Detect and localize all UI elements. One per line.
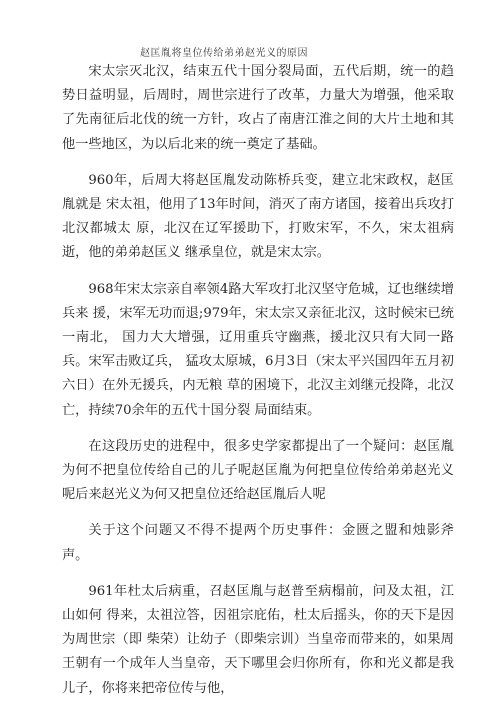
paragraph-4: 在这段历史的进程中，很多史学家都提出了一个疑问：赵匡胤为何不把皇位传给自己的儿子呢赵匡胤为何把皇位传给弟弟赵光义呢后来赵光义为何又把皇位还给赵匡胤后人呢	[62, 438, 454, 503]
paragraph-6: 961年杜太后病重，召赵匡胤与赵普至病榻前，问及太祖，江山如何 得来，太祖泣答，因祖宗庇佑，杜太后摇头，你的天下是因为周世宗（即 柴荣）让幼子（即柴宗训）当皇帝而带来的，如果周王朝有一个成年人当皇帝，天下哪里会归你所有，你和光义都是我儿子，你将来把帝位传与他，	[62, 583, 454, 696]
page-header: 赵匡胤将皇位传给弟弟赵光义的原因	[140, 48, 308, 59]
paragraph-3: 968年宋太宗亲自率领4路大军攻打北汉坚守危城，辽也继续增兵来 援，宋军无功而退;979年，宋太宗又亲征北汉，这时候宋已统一南北， 国力大大增强，辽用重兵守幽燕，援北汉只有大同一路兵。宋军击败辽兵， 猛攻太原城，6月3日（宋太平兴国四年五月初六日）在外无援兵，内无粮 草的困境下，北汉主刘继元投降，北汉亡，持续70余年的五代十国分裂 局面结束。	[62, 281, 454, 418]
paragraph-2: 960年，后周大将赵匡胤发动陈桥兵变，建立北宋政权，赵匡胤就是 宋太祖，他用了13年时间，消灭了南方诸国，接着出兵攻打北汉都城太 原，北汉在辽军援助下，打败宋军，不久，宋太祖病逝，他的弟弟赵匡义 继承皇位，就是宋太宗。	[62, 172, 454, 261]
document-body	[62, 60, 454, 713]
paragraph-5: 关于这个问题又不得不提两个历史事件：金匮之盟和烛影斧声。	[62, 523, 454, 563]
paragraph-1: 宋太宗灭北汉，结束五代十国分裂局面，五代后期，统一的趋势日益明显，后周时，周世宗进行了改革，力量大为增强，他采取了先南征后北伐的统一方针，攻占了南唐江淮之间的大片土地和其他一些地区，为以后北来的统一奠定了基础。	[62, 64, 454, 152]
